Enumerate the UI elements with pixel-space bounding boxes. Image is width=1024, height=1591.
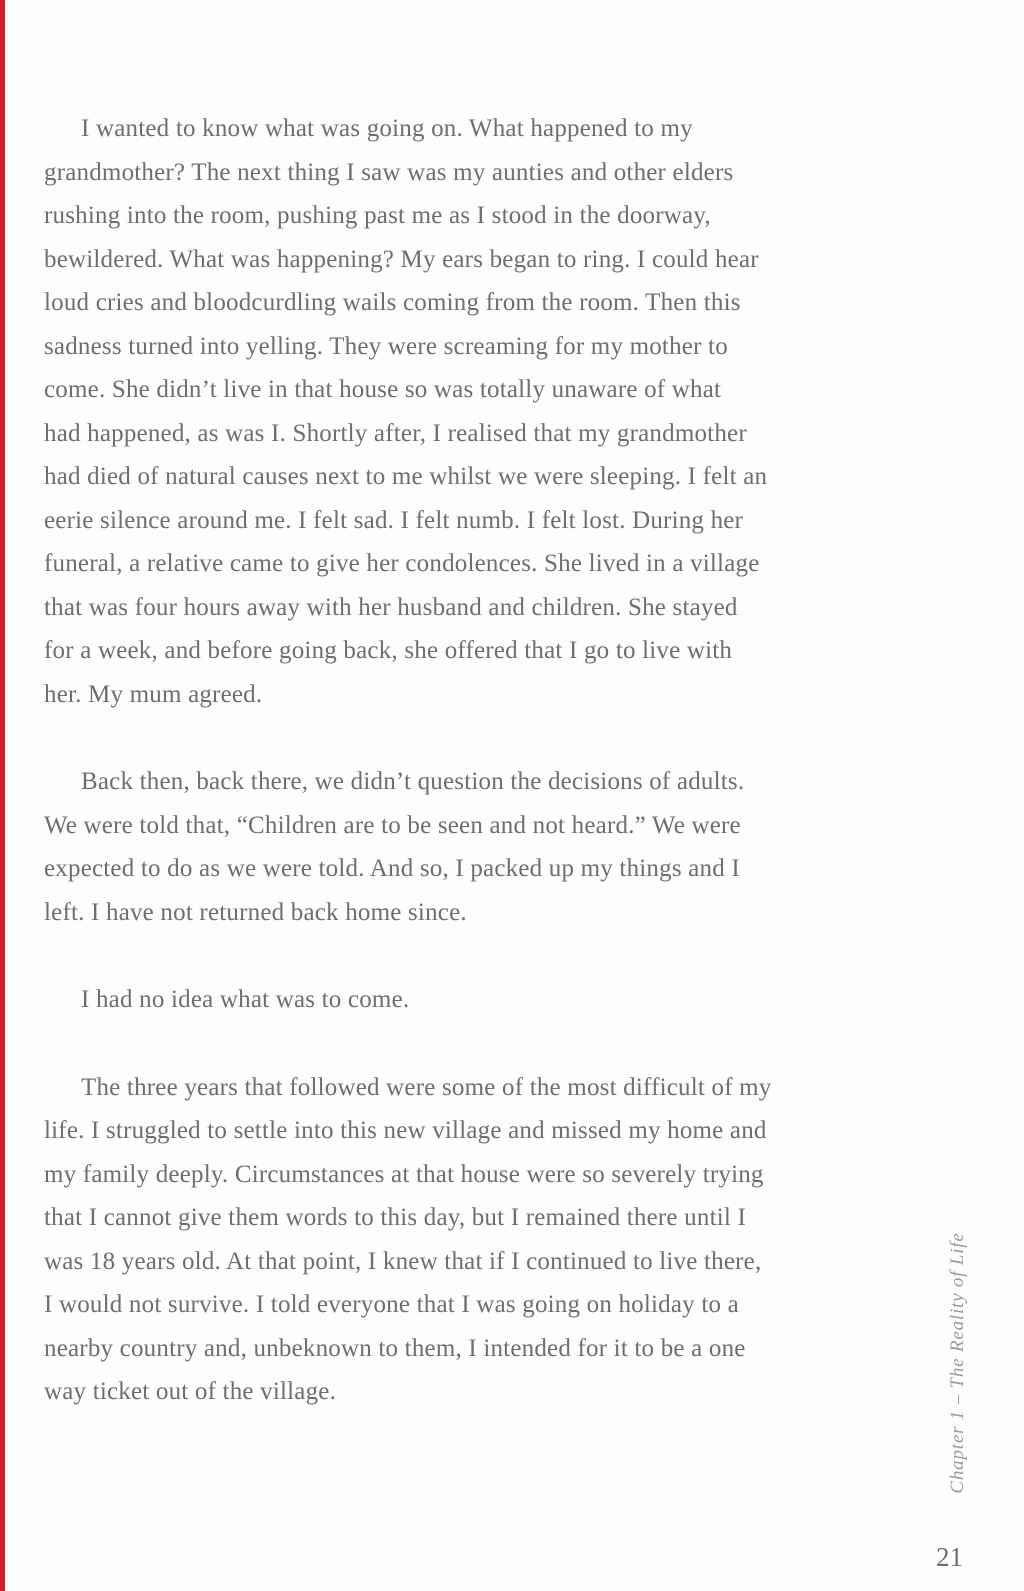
text-line: her. My mum agreed. [44,680,263,708]
chapter-running-title: Chapter 1 – The Reality of Life [947,1232,968,1494]
text-line: rushing into the room, pushing past me as I stood in the doorway, [44,202,711,229]
paragraph-2 [44,760,864,934]
text-line: I would not survive. I told everyone that I was going on holiday to a [44,1291,739,1318]
paragraph-4 [44,1066,864,1414]
text-line: expected to do as we were told. And so, I packed up my things and I [44,855,740,882]
text-line: for a week, and before going back, she offered that I go to live with [44,637,733,664]
text-line: grandmother? The next thing I saw was my aunties and other elders [44,158,734,186]
paragraph-1 [44,107,864,716]
text-line: left. I have not returned back home since. [44,898,467,926]
text-line: The three years that followed were some of the most difficult of my [81,1073,772,1101]
text-line: I had no idea what was to come. [81,986,410,1013]
text-line: eerie silence around me. I felt sad. I felt numb. I felt lost. During her [44,506,744,534]
text-line: sadness turned into yelling. They were screaming for my mother to [44,332,728,360]
text-line: funeral, a relative came to give her condolences. She lived in a village [44,550,760,577]
text-line: nearby country and, unbeknown to them, I intended for it to be a one [44,1334,746,1362]
spine-edge-stripe [0,0,5,1591]
text-line: that I cannot give them words to this day, but I remained there until I [44,1204,746,1231]
text-line: way ticket out of the village. [44,1378,337,1405]
text-line: loud cries and bloodcurdling wails coming from the room. Then this [44,289,741,316]
text-line: life. I struggled to settle into this new village and missed my home and [44,1117,767,1144]
text-line: I wanted to know what was going on. What happened to my [81,115,693,142]
paragraph-3 [44,978,864,1022]
body-text [44,107,864,1414]
text-line: had died of natural causes next to me whilst we were sleeping. I felt an [44,463,768,490]
text-line: had happened, as was I. Shortly after, I realised that my grandmother [44,419,747,447]
text-line: come. She didn’t live in that house so was totally unaware of what [44,376,722,403]
text-line: bewildered. What was happening? My ears began to ring. I could hear [44,245,759,273]
text-line: We were told that, “Children are to be seen and not heard.” We were [44,811,741,839]
page-number: 21 [936,1542,963,1572]
text-line: was 18 years old. At that point, I knew that if I continued to live there, [44,1247,762,1275]
text-line: Back then, back there, we didn’t question the decisions of adults. [81,768,745,795]
text-line: that was four hours away with her husband and children. She stayed [44,593,738,621]
text-line: my family deeply. Circumstances at that house were so severely trying [44,1160,764,1188]
